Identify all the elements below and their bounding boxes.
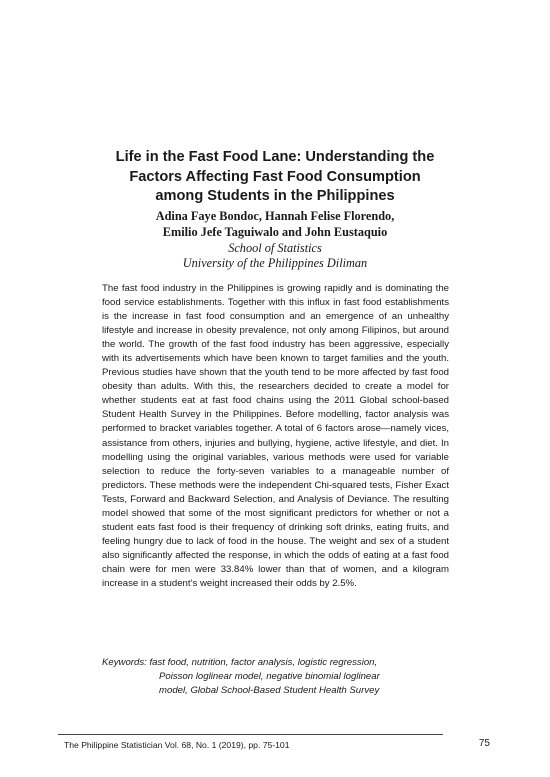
title-line-3: among Students in the Philippines bbox=[155, 188, 395, 204]
author-department: School of Statistics bbox=[228, 240, 322, 255]
title-line-2: Factors Affecting Fast Food Consumption bbox=[129, 168, 421, 185]
keywords-line-2: Poisson loglinear model, negative binomial loglinear bbox=[159, 671, 380, 682]
footer-divider bbox=[58, 734, 443, 735]
author-university: University of the Philippines Diliman bbox=[182, 256, 368, 271]
title-line-1: Life in the Fast Food Lane: Understanding the bbox=[115, 149, 435, 165]
keywords-label: Keywords: bbox=[102, 657, 147, 668]
author-block bbox=[60, 209, 490, 272]
abstract-text: The fast food industry in the Philippines is growing rapidly and is dominating the food service establishments. Together with this influx in fast food establishments is the increase in fast food consumption and an emergence of an unhealthy lifestyle and increase in obesity prevalence, not only among Filipinos, but around the world. The growth of the fast food industry has been aggressive, especially with its advertisements which have been known to target families and the youth. Previous studies have shown that the youth tend to be more affected by fast food obesity than adults. With this, the researchers decided to create a model for whether students eat at fast food chains using the 2011 Global school-based Student Health Survey in the Philippines. Before modelling, factor analysis was performed to bracket variables together. A total of 6 factors arose—namely vices, assistance from others, injuries and bullying, hygiene, active lifestyle, and diet. In modelling using the original variables, various methods were used for variable selection to reduce the forty-seven variables to a manageable number of predictors. These methods were the independent Chi-squared tests, Fisher Exact Tests, Forward and Backward Selection, and Analysis of Deviance. The resulting model showed that some of the most significant predictors for whether or not a student eats fast food is their frequency of drinking soft drinks, eating fruits, and feeling hungry due to lack of food in the house. The weight and sex of a student also significantly affected the response, in which the odds of eating at a fast food chain were for men were 33.84% lower than that of women, and a kilogram increase in a student’s weight increased their odds by 2.5%. bbox=[102, 283, 449, 589]
keywords-line-3: model, Global School-Based Student Health Survey bbox=[159, 685, 380, 696]
page-number: 75 bbox=[478, 738, 490, 749]
author-names-line-1: Adina Faye Bondoc, Hannah Felise Florendo, bbox=[155, 209, 395, 223]
keywords-line-1: fast food, nutrition, factor analysis, logistic regression, bbox=[149, 657, 378, 668]
paper-title bbox=[60, 148, 490, 207]
author-names-line-2: Emilio Jefe Taguiwalo and John Eustaquio bbox=[162, 224, 388, 239]
keywords-block bbox=[102, 656, 462, 698]
journal-citation: The Philippine Statistician Vol. 68, No. 1 (2019), pp. 75-101 bbox=[64, 740, 290, 750]
